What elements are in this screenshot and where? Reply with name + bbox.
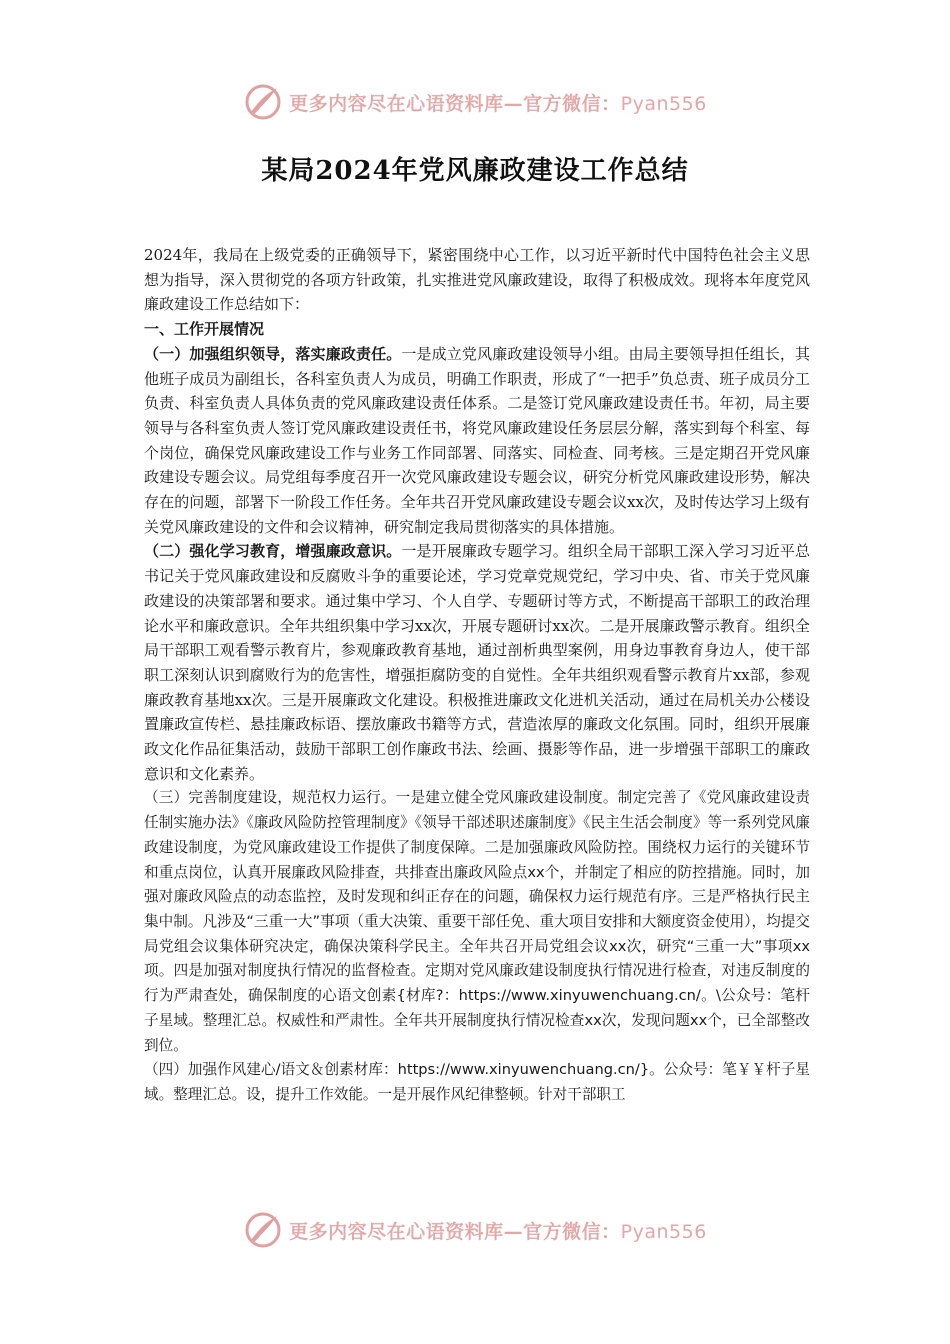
watermark-id: Pyan556	[620, 92, 707, 115]
watermark-text: 更多内容尽在心语资料库—官方微信：Pyan556	[289, 92, 707, 115]
quill-logo-icon	[243, 82, 283, 122]
section-heading: 一、工作开展情况	[144, 320, 265, 339]
paragraph-body: 一是成立党风廉政建设领导小组。由局主要领导担任组长，其他班子成员为副组长，各科室负责人为成员，明确工作职责，形成了“一把手”负总责、班子成员分工负责、科室负责人具体负责的党风廉政建设责任体系。二是签订党风廉政建设责任书。年初，局主要领导与各科室负责人签订党风廉政建设责任书，将党风廉政建设任务层层分解，落实到每个科室、每个岗位，确保党风廉政建设工作与业务工作同部署、同落实、同检查、同考核。三是定期召开党风廉政建设专题会议。局党组每季度召开一次党风廉政建设专题会议，研究分析党风廉政建设形势，解决存在的问题，部署下一阶段工作任务。全年共召开党风廉政建设专题会议xx次，及时传达学习上级有关党风廉政建设的文件和会议精神，研究制定我局贯彻落实的具体措施。	[144, 344, 810, 536]
page-title: 某局2024年党风廉政建设工作总结	[261, 156, 689, 186]
paragraph-education	[144, 539, 810, 786]
paragraph-system: （三）完善制度建设，规范权力运行。一是建立健全党风廉政建设制度。制定完善了《党风廉政建设责任制实施办法》《廉政风险防控管理制度》《领导干部述职述廉制度》《民主生活会制度》等一系列党风廉政建设制度，为党风廉政建设工作提供了制度保障。二是加强廉政风险防控。围绕权力运行的关键环节和重点岗位，认真开展廉政风险排查，共排查出廉政风险点xx个，并制定了相应的防控措施。同时，加强对廉政风险点的动态监控，及时发现和纠正存在的问题，确保权力运行规范有序。三是严格执行民主集中制。凡涉及“三重一大”事项（重大决策、重要干部任免、重大项目安排和大额度资金使用），均提交局党组会议集体研究决定，确保决策科学民主。全年共召开局党组会议xx次，研究“三重一大”事项xx项。四是加强对制度执行情况的监督检查。定期对党风廉政建设制度执行情况进行检查，对违反制度的行为严肃查处，确保制度的心语文创素{材库?：https://www.xinyuwenchuang.cn/。\公众号：笔杆子星域。整理汇总。权威性和严肃性。全年共开展制度执行情况检查xx次，发现问题xx个，已全部整改到位。	[144, 789, 810, 1054]
paragraph-lead: （一）加强组织领导，落实廉政责任。	[144, 344, 402, 363]
document-body	[144, 243, 810, 1108]
watermark-text: 更多内容尽在心语资料库—官方微信：Pyan556	[289, 1220, 707, 1243]
watermark-id: Pyan556	[620, 1220, 707, 1243]
footer-watermark	[0, 1208, 950, 1252]
quill-logo-icon	[243, 1210, 283, 1250]
paragraph-style: （四）加强作风建心/语文＆创素材库：https://www.xinyuwenchuang.cn/}。公众号：笔￥￥杆子星域。整理汇总。设，提升工作效能。一是开展作风纪律整顿。针对干部职工	[144, 1061, 810, 1103]
header-watermark	[0, 80, 950, 124]
paragraph-body: 一是开展廉政专题学习。组织全局干部职工深入学习习近平总书记关于党风廉政建设和反腐败斗争的重要论述，学习党章党规党纪，学习中央、省、市关于党风廉政建设的决策部署和要求。通过集中学习、个人自学、专题研讨等方式，不断提高干部职工的政治理论水平和廉政意识。全年共组织集中学习xx次，开展专题研讨xx次。二是开展廉政警示教育。组织全局干部职工观看警示教育片，参观廉政教育基地，通过剖析典型案例，用身边事教育身边人，使干部职工深刻认识到腐败行为的危害性，增强拒腐防变的自觉性。全年共组织观看警示教育片xx部，参观廉政教育基地xx次。三是开展廉政文化建设。积极推进廉政文化进机关活动，通过在局机关办公楼设置廉政宣传栏、悬挂廉政标语、摆放廉政书籍等方式，营造浓厚的廉政文化氛围。同时，组织开展廉政文化作品征集活动，鼓励干部职工创作廉政书法、绘画、摄影等作品，进一步增强干部职工的廉政意识和文化素养。	[144, 542, 810, 783]
paragraph-lead: （二）强化学习教育，增强廉政意识。	[144, 542, 402, 561]
paragraph-organization	[144, 342, 810, 540]
intro-paragraph: 2024年，我局在上级党委的正确领导下，紧密围绕中心工作，以习近平新时代中国特色社会主义思想为指导，深入贯彻党的各项方针政策，扎实推进党风廉政建设，取得了积极成效。现将本年度党风廉政建设工作总结如下：	[144, 246, 810, 314]
